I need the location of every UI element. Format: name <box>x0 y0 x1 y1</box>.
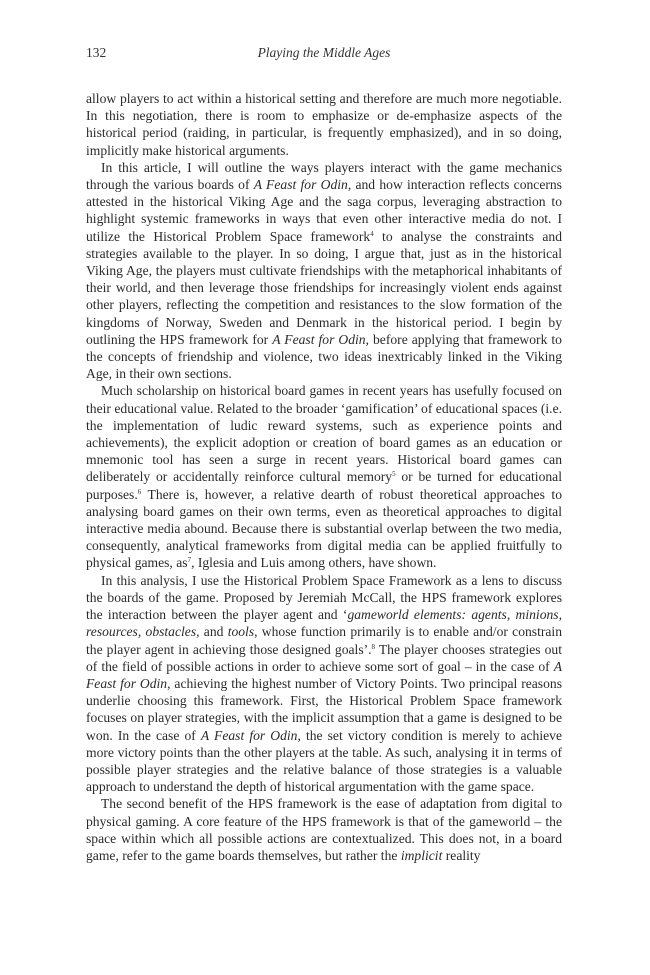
text-run: allow players to act within a historical setting and therefore are much more negotiable. In this negotiation, there is room to emphasize or de-emphasize aspects of the historical period (raiding, in particular, is frequently emphasized), and in so doing, implicitly make historical arguments. <box>86 91 562 158</box>
italic-text: tools <box>227 624 255 640</box>
body-text <box>86 90 562 864</box>
text-run: or be turned for educational purposes. <box>86 469 562 502</box>
text-run: , and how interaction reflects concerns attested in the historical Viking Age and the saga corpus, leveraging abstraction to highlight systemic frameworks in ways that even other interactive media do not. I utilize the Historical Problem Space framework <box>86 177 562 244</box>
paragraph <box>86 795 562 864</box>
paragraph <box>86 159 562 383</box>
paragraph <box>86 382 562 571</box>
text-run: to analyse the constraints and strategies available to the player. In so doing, I argue that, just as in the historical Viking Age, the players must cultivate friendships with the metaphorical inhabitants of their world, and then leverage those friendships for increasingly violent ends against other players, reflecting the competition and resistances to the slow formation of the kingdoms of Norway, Sweden and Denmark in the historical period. I begin by outlining the HPS framework for <box>86 228 562 347</box>
italic-text: A Feast for Odin <box>200 727 298 743</box>
italic-text: gameworld elements: agents, minions, resources, obstacles, <box>86 607 562 640</box>
italic-text: A Feast for Odin <box>253 177 348 193</box>
page-number: 132 <box>86 45 107 60</box>
footnote-ref: 7 <box>187 556 192 565</box>
paragraph <box>86 90 562 159</box>
text-run: , achieving the highest number of Victory Points. Two principal reasons underlie choosing this framework. First, the Historical Problem Space framework focuses on player strategies, with the implicit assumption that a game is designed to be won. In the case of <box>86 675 562 743</box>
text-run: reality <box>442 847 481 863</box>
running-title: Playing the Middle Ages <box>257 45 391 60</box>
running-header <box>86 44 562 62</box>
footnote-ref: 6 <box>137 487 142 496</box>
text-run: Much scholarship on historical board games in recent years has usefully focused on their educational value. Related to the broader ‘gamification’ of educational spaces (i.e. the implementation of ludic reward systems, such as experience points and achievements), the explicit adoption or creation of board games as an education or mnemonic tool has seen a surge in recent years. Historical board games can deliberately or accidentally reinforce cultural memory <box>86 383 562 485</box>
text-run: , before applying that framework to the concepts of friendship and violence, two ideas inextricably linked in the Viking Age, in their own sections. <box>86 331 562 382</box>
paragraph <box>86 572 562 796</box>
text-run: , Iglesia and Luis among others, have shown. <box>191 555 437 571</box>
text-run: and <box>199 624 228 640</box>
text-run: , whose function primarily is to enable and/or constrain the player agent in achieving those designed goals’. <box>86 624 562 657</box>
footnote-ref: 5 <box>392 470 396 479</box>
text-run: There is, however, a relative dearth of robust theoretical approaches to analysing board games on their own terms, even as theoretical approaches to digital interactive media abound. Because there is substantial overlap between the two media, consequently, analytical frameworks from digital media can be applied fruitfully to physical games, as <box>86 486 562 571</box>
text-run: The player chooses strategies out of the field of possible actions in order to achieve some sort of goal – in the case of <box>86 641 562 674</box>
footnote-ref: 8 <box>371 642 376 651</box>
text-run: In this article, I will outline the ways players interact with the game mechanics through the various boards of <box>86 159 562 193</box>
text-run: , the set victory condition is merely to achieve more victory points than the other players at the table. As such, analysing it in terms of possible player strategies and the relative balance of those strategies is a valuable approach to understand the depth of historical argumentation with the game space. <box>86 727 562 795</box>
text-run: The second benefit of the HPS framework is the ease of adaptation from digital to physical gaming. A core feature of the HPS framework is that of the gameworld – the space within which all possible actions are contextualized. This does not, in a board game, refer to the game boards themselves, but rather the <box>86 796 562 863</box>
footnote-ref: 4 <box>370 229 374 238</box>
italic-text: A Feast for Odin <box>272 331 366 347</box>
italic-text: implicit <box>400 847 443 863</box>
text-run: In this analysis, I use the Historical Problem Space Framework as a lens to discuss the boards of the game. Proposed by Jeremiah McCall, the HPS framework explores the interaction between the player agent and ‘ <box>86 572 562 623</box>
italic-text: A Feast for Odin <box>86 658 562 691</box>
